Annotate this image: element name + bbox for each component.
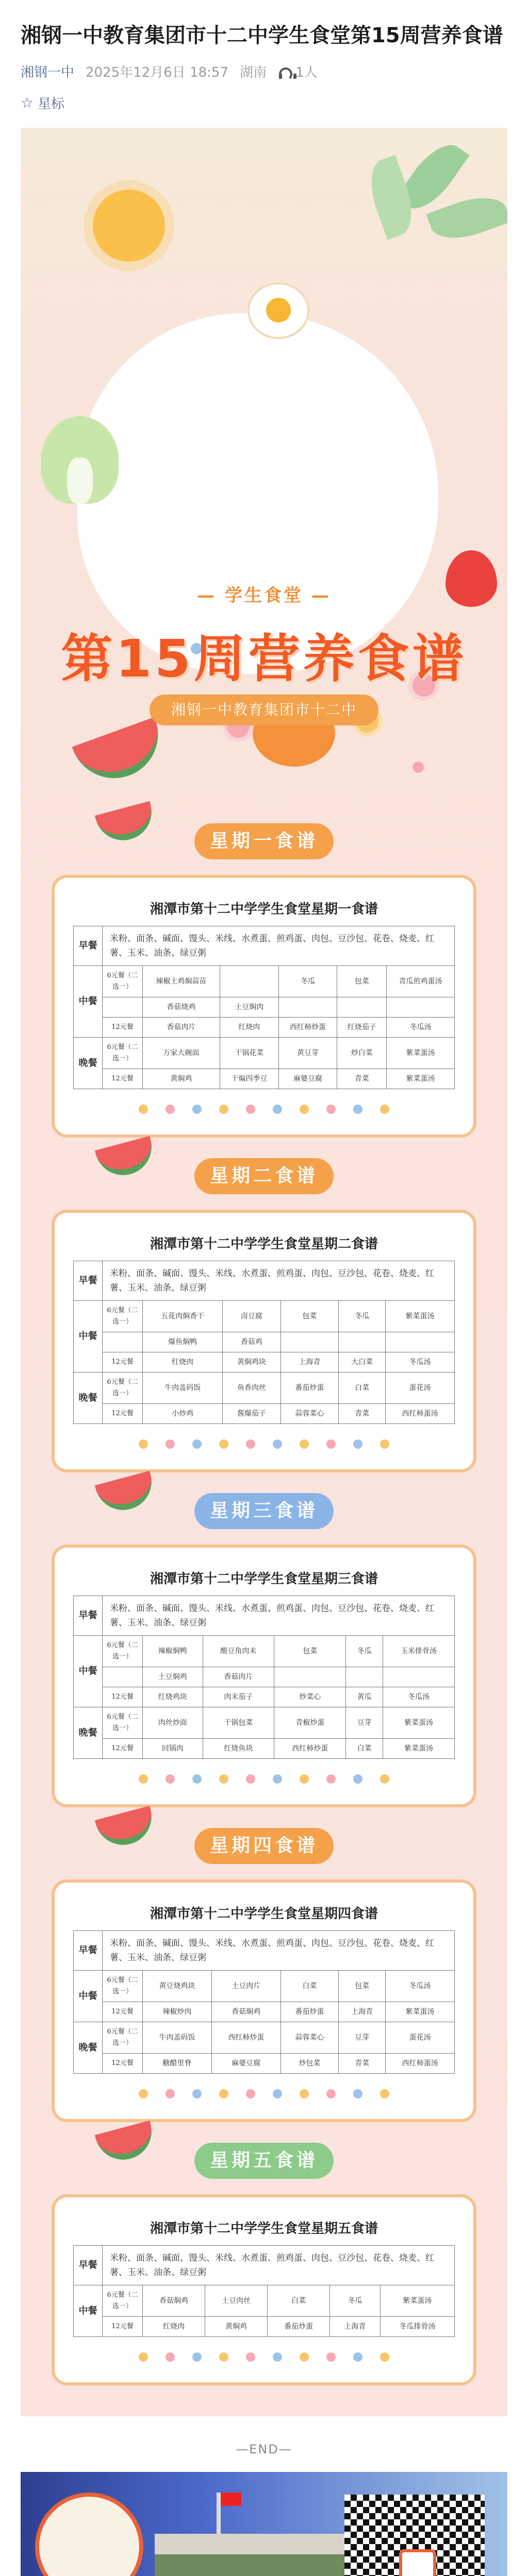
table-row (74, 1971, 455, 2002)
dish-cell: 麻婆豆腐 (211, 2054, 280, 2074)
dish-cell: 豆芽 (339, 2022, 386, 2054)
breakfast-items: 米粉、面条、碱面、馒头、米线、水煮蛋、煎鸡蛋、肉包、豆沙包、花卷、烧麦、红薯、玉米、油条、绿豆粥 (103, 2246, 455, 2285)
dish-cell: 鱼香肉丝 (223, 1372, 280, 1404)
article-header (0, 0, 528, 123)
menu-card (52, 875, 476, 1138)
price-cell: 12元餐 (103, 1069, 143, 1089)
day-pill: 星期一食谱 (194, 823, 334, 859)
flower-icon (219, 1105, 228, 1114)
flower-icon (219, 1774, 228, 1784)
dish-cell: 回锅肉 (143, 1739, 203, 1759)
flower-icon (139, 1774, 148, 1784)
price-cell: 12元餐 (103, 2054, 143, 2074)
dish-cell: 冬瓜汤 (386, 1352, 455, 1372)
dish-cell (346, 1667, 383, 1687)
dish-cell: 包菜 (280, 1301, 338, 1332)
menu-table (73, 1596, 455, 1759)
dish-cell: 蛋花汤 (386, 1372, 455, 1404)
dish-cell: 冬瓜排骨汤 (380, 2317, 454, 2337)
flower-icon (166, 1439, 175, 1449)
price-cell (103, 1332, 143, 1352)
meal-label: 早餐 (74, 926, 103, 966)
meal-label: 早餐 (74, 1596, 103, 1636)
meal-label: 中餐 (74, 1971, 103, 2022)
price-cell: 12元餐 (103, 2317, 143, 2337)
dish-cell: 紫菜蛋汤 (380, 2285, 454, 2317)
star-label: 星标 (38, 96, 65, 112)
dish-cell: 香菇肉片 (203, 1667, 274, 1687)
dish-cell: 辣椒炒肉 (143, 2002, 212, 2022)
flower-icon (139, 1105, 148, 1114)
price-cell: 12元餐 (103, 1739, 143, 1759)
table-row (74, 1038, 455, 1069)
dish-cell: 炒菜心 (274, 1687, 346, 1707)
price-cell: 6元餐（二选一） (103, 966, 143, 997)
price-cell: 6元餐（二选一） (103, 1636, 143, 1667)
dish-cell: 红烧鱼块 (203, 1739, 274, 1759)
dish-cell: 紫菜蛋汤 (386, 2002, 455, 2022)
meal-label: 晚餐 (74, 2022, 103, 2074)
dish-cell: 干锅包菜 (203, 1707, 274, 1739)
day-pill: 星期五食谱 (194, 2143, 334, 2179)
flower-icon (300, 1774, 309, 1784)
menu-table (73, 2245, 455, 2337)
dish-cell: 黄豆烧鸡块 (143, 1971, 212, 2002)
flower-icon (380, 1439, 389, 1449)
watermelon-icon (95, 1471, 158, 1516)
dish-cell: 黄焖鸡 (205, 2317, 267, 2337)
flower-decor-row (73, 2352, 455, 2362)
menu-table (73, 1930, 455, 2074)
table-row (74, 1596, 455, 1636)
flower-icon (273, 1439, 282, 1449)
dish-cell (383, 1667, 455, 1687)
dish-cell: 五花肉焖香干 (143, 1301, 223, 1332)
dish-cell: 万家大碗面 (143, 1038, 220, 1069)
dish-cell: 辣椒土鸡焖蒜苗 (143, 966, 220, 997)
dish-cell: 上海青 (280, 1352, 338, 1372)
table-row (74, 926, 455, 966)
watermelon-icon (95, 2121, 158, 2166)
flower-icon (192, 1439, 202, 1449)
dish-cell: 肉末茄子 (203, 1687, 274, 1707)
day-section (21, 803, 507, 1138)
article-title: 湘钢一中教育集团市十二中学生食堂第15周营养食谱 (21, 24, 503, 47)
dish-cell: 黄焖鸡 (143, 1069, 220, 1089)
flower-icon (246, 1105, 255, 1114)
flower-icon (273, 2352, 282, 2362)
flower-icon (246, 2089, 255, 2098)
menu-card (52, 2194, 476, 2385)
day-pill: 星期二食谱 (194, 1158, 334, 1194)
flower-icon (192, 1774, 202, 1784)
dish-cell: 番茄炒蛋 (280, 2002, 338, 2022)
dish-cell: 牛肉盖码饭 (143, 2022, 212, 2054)
publish-location: 湖南 (240, 65, 267, 80)
dish-cell: 包菜 (274, 1636, 346, 1667)
price-cell: 6元餐（二选一） (103, 1707, 143, 1739)
dish-cell: 冬瓜汤 (386, 1971, 455, 2002)
menu-title: 湘潭市第十二中学学生食堂星期三食谱 (150, 1571, 378, 1587)
flower-icon (300, 2352, 309, 2362)
dish-cell: 牛肉盖码饭 (143, 1372, 223, 1404)
dish-cell: 番茄炒蛋 (267, 2317, 329, 2337)
dish-cell: 香菇焖鸡 (143, 2285, 205, 2317)
dish-cell (386, 1332, 455, 1352)
meal-label: 中餐 (74, 1301, 103, 1372)
watermelon-icon (95, 1136, 158, 1181)
flower-icon (273, 1105, 282, 1114)
menu-table (73, 1261, 455, 1424)
price-cell (103, 1667, 143, 1687)
dish-cell: 爆鱼焖鸭 (143, 1332, 223, 1352)
dish-cell: 蛋花汤 (386, 2022, 455, 2054)
price-cell: 12元餐 (103, 2002, 143, 2022)
day-pill-wrap (21, 813, 507, 870)
dish-cell: 蒜蓉菜心 (280, 1404, 338, 1424)
dish-cell: 白菜 (339, 1372, 386, 1404)
dish-cell (339, 1332, 386, 1352)
dish-cell: 番茄炒蛋 (280, 1372, 338, 1404)
article-meta (21, 62, 507, 81)
dish-cell: 红烧肉 (220, 1018, 278, 1038)
flower-icon (353, 2352, 362, 2362)
dish-cell: 香菇烧鸡 (143, 997, 220, 1018)
table-row (74, 1018, 455, 1038)
dish-cell: 冬瓜 (339, 1301, 386, 1332)
menu-card (52, 1210, 476, 1472)
hero-ribbon: 湘钢一中教育集团市十二中 (150, 694, 378, 725)
flower-decor-row (73, 1774, 455, 1784)
table-row (74, 2022, 455, 2054)
breakfast-items: 米粉、面条、碱面、馒头、米线、水煮蛋、煎鸡蛋、肉包、豆沙包、花卷、烧麦、红薯、玉米、油条、绿豆粥 (103, 1596, 455, 1636)
table-row (74, 1707, 455, 1739)
dish-cell: 西红柿炒蛋 (274, 1739, 346, 1759)
price-cell: 12元餐 (103, 1687, 143, 1707)
table-row (74, 1332, 455, 1352)
flower-icon (353, 1105, 362, 1114)
flower-icon (139, 2352, 148, 2362)
dish-cell: 冬瓜 (346, 1636, 383, 1667)
flower-icon (246, 1439, 255, 1449)
end-mark: —END— (236, 2442, 292, 2456)
flower-decor-row (73, 2089, 455, 2098)
dish-cell: 香菇焖鸡 (211, 2002, 280, 2022)
dish-cell: 香菇肉片 (143, 1018, 220, 1038)
table-row (74, 2002, 455, 2022)
price-cell: 12元餐 (103, 1018, 143, 1038)
star-button[interactable] (21, 93, 507, 112)
table-row (74, 1301, 455, 1332)
day-section (21, 2122, 507, 2385)
dish-cell: 黄焖鸡块 (223, 1352, 280, 1372)
day-pill: 星期三食谱 (194, 1493, 334, 1529)
day-pill-wrap (21, 2132, 507, 2189)
flower-icon (273, 1774, 282, 1784)
meal-label: 晚餐 (74, 1372, 103, 1424)
dish-cell: 包菜 (337, 966, 387, 997)
dish-cell: 紫菜蛋汤 (383, 1707, 455, 1739)
dish-cell: 糖醋里脊 (143, 2054, 212, 2074)
menu-title: 湘潭市第十二中学学生食堂星期一食谱 (150, 902, 378, 917)
price-cell: 12元餐 (103, 1352, 143, 1372)
table-row (74, 1667, 455, 1687)
table-row (74, 2285, 455, 2317)
leaf-illustration (426, 188, 507, 248)
flower-icon (246, 1774, 255, 1784)
breakfast-items: 米粉、面条、碱面、馒头、米线、水煮蛋、煎鸡蛋、肉包、豆沙包、花卷、烧麦、红薯、玉米、油条、绿豆粥 (103, 1261, 455, 1301)
flower-icon (219, 2352, 228, 2362)
table-row (74, 1931, 455, 1971)
menu-title: 湘潭市第十二中学学生食堂星期五食谱 (150, 2221, 378, 2236)
table-row (74, 1261, 455, 1301)
dish-cell: 红烧鸡块 (143, 1687, 203, 1707)
flower-icon (192, 2089, 202, 2098)
table-row (74, 1404, 455, 1424)
flower-icon (300, 1439, 309, 1449)
flower-icon (380, 1774, 389, 1784)
meal-label: 早餐 (74, 1931, 103, 1971)
meal-label: 晚餐 (74, 1038, 103, 1089)
qr-code[interactable] (344, 2495, 485, 2576)
dish-cell: 紫菜蛋汤 (387, 1069, 455, 1089)
meal-label: 早餐 (74, 1261, 103, 1301)
dish-cell: 土豆肉片 (211, 1971, 280, 2002)
flower-icon (219, 1439, 228, 1449)
flower-icon (326, 1105, 336, 1114)
flower-icon (326, 2352, 336, 2362)
dish-cell (274, 1667, 346, 1687)
author-link[interactable]: 湘钢一中 (21, 65, 75, 80)
menu-poster (21, 128, 507, 2416)
dish-cell: 豆芽 (346, 1707, 383, 1739)
menu-card (52, 1879, 476, 2122)
dish-cell: 红烧肉 (143, 1352, 223, 1372)
table-row (74, 1069, 455, 1089)
meal-label: 中餐 (74, 2285, 103, 2337)
day-pill-wrap (21, 1483, 507, 1539)
dish-cell: 玉米排骨汤 (383, 1636, 455, 1667)
dish-cell: 紫菜蛋汤 (383, 1739, 455, 1759)
flower-icon (192, 1105, 202, 1114)
dish-cell: 西红柿炒蛋 (211, 2022, 280, 2054)
flower-icon (246, 2352, 255, 2362)
flower-decor-row (73, 1105, 455, 1114)
dish-cell: 黄瓜 (346, 1687, 383, 1707)
table-row (74, 1687, 455, 1707)
sun-illustration (93, 190, 165, 262)
price-cell: 6元餐（二选一） (103, 2022, 143, 2054)
dish-cell: 红烧茄子 (337, 1018, 387, 1038)
dish-cell: 上海青 (329, 2317, 380, 2337)
flower-icon (139, 2089, 148, 2098)
day-pill-wrap (21, 1818, 507, 1874)
hero-subtitle: — 学生食堂 — (197, 585, 331, 606)
dish-cell: 土豆肉丝 (205, 2285, 267, 2317)
watermelon-illustration (72, 717, 171, 791)
price-cell: 6元餐（二选一） (103, 1301, 143, 1332)
days-container (21, 803, 507, 2385)
dish-cell: 紫菜蛋汤 (386, 1301, 455, 1332)
school-gate-photo (155, 2534, 345, 2576)
breakfast-items: 米粉、面条、碱面、馒头、米线、水煮蛋、煎鸡蛋、肉包、豆沙包、花卷、烧麦、红薯、玉米、油条、绿豆粥 (103, 926, 455, 966)
dish-cell: 白菜 (280, 1971, 338, 2002)
dish-cell: 白菜 (267, 2285, 329, 2317)
dish-cell: 大白菜 (339, 1352, 386, 1372)
flower-icon (353, 1439, 362, 1449)
flower-icon (353, 2089, 362, 2098)
menu-card (52, 1545, 476, 1807)
day-section (21, 1472, 507, 1807)
dish-cell: 炒包菜 (280, 2054, 338, 2074)
flower-icon (192, 2352, 202, 2362)
table-row (74, 997, 455, 1018)
dish-cell: 上海青 (339, 2002, 386, 2022)
table-row (74, 966, 455, 997)
price-cell: 12元餐 (103, 1404, 143, 1424)
dish-cell: 西红柿蛋汤 (386, 2054, 455, 2074)
dish-cell: 土豆焖肉 (220, 997, 278, 1018)
dish-cell: 炒白菜 (337, 1038, 387, 1069)
dish-cell: 西红柿蛋汤 (386, 1404, 455, 1424)
cabbage-illustration (41, 416, 119, 504)
listen-button[interactable] (278, 62, 318, 81)
price-cell: 6元餐（二选一） (103, 2285, 143, 2317)
flower-decor-row (73, 1439, 455, 1449)
dish-cell: 青菜 (337, 1069, 387, 1089)
day-section (21, 1807, 507, 2122)
dish-cell: 青菜 (339, 2054, 386, 2074)
flower-icon (166, 1105, 175, 1114)
listener-count: 1人 (295, 65, 318, 80)
day-pill-wrap (21, 1148, 507, 1205)
dish-cell: 肉丝炒面 (143, 1707, 203, 1739)
dish-cell: 青椒炒蛋 (274, 1707, 346, 1739)
dish-cell (220, 966, 278, 997)
flower-icon (166, 2352, 175, 2362)
dish-cell: 酱爆茄子 (223, 1404, 280, 1424)
dish-cell: 冬瓜汤 (383, 1687, 455, 1707)
table-row (74, 2317, 455, 2337)
star-icon: ☆ (21, 94, 34, 111)
watermelon-icon (95, 1806, 158, 1851)
flower-icon (353, 1774, 362, 1784)
dish-cell: 青瓜煎鸡蛋汤 (387, 966, 455, 997)
hero-title: 第15周营养食谱 (61, 629, 467, 689)
dish-cell: 干煸四季豆 (220, 1069, 278, 1089)
table-row (74, 1352, 455, 1372)
dish-cell: 冬瓜 (329, 2285, 380, 2317)
dish-cell: 包菜 (339, 1971, 386, 2002)
dish-cell: 辣椒焖鸭 (143, 1636, 203, 1667)
price-cell: 6元餐（二选一） (103, 1971, 143, 2002)
dish-cell: 红烧肉 (143, 2317, 205, 2337)
flower-icon (166, 1774, 175, 1784)
flower-icon (380, 2089, 389, 2098)
table-row (74, 1739, 455, 1759)
meal-label: 中餐 (74, 1636, 103, 1707)
flower-icon (300, 1105, 309, 1114)
dish-cell: 小炒鸡 (143, 1404, 223, 1424)
flower-icon (139, 1439, 148, 1449)
price-cell: 6元餐（二选一） (103, 1372, 143, 1404)
dish-cell: 卤豆腐 (223, 1301, 280, 1332)
flower-icon (219, 2089, 228, 2098)
decor-dot (412, 761, 424, 773)
menu-title: 湘潭市第十二中学学生食堂星期二食谱 (150, 1236, 378, 1252)
flower-icon (380, 2352, 389, 2362)
dish-cell: 青菜 (339, 1404, 386, 1424)
article-footer (0, 2442, 528, 2576)
day-pill: 星期四食谱 (194, 1828, 334, 1864)
headphones-icon (278, 66, 291, 80)
breakfast-items: 米粉、面条、碱面、馒头、米线、水煮蛋、煎鸡蛋、肉包、豆沙包、花卷、烧麦、红薯、玉米、油条、绿豆粥 (103, 1931, 455, 1971)
flower-icon (166, 2089, 175, 2098)
flower-icon (273, 2089, 282, 2098)
price-cell: 6元餐（二选一） (103, 1038, 143, 1069)
fried-egg-illustration (248, 282, 309, 339)
flower-icon (326, 1774, 336, 1784)
meal-label: 早餐 (74, 2246, 103, 2285)
dish-cell: 冬瓜 (278, 966, 337, 997)
dish-cell: 冬瓜汤 (387, 1018, 455, 1038)
dish-cell: 西红柿炒蛋 (278, 1018, 337, 1038)
meal-label: 晚餐 (74, 1707, 103, 1759)
publish-date: 2025年12月6日 18:57 (86, 65, 229, 80)
flower-icon (326, 1439, 336, 1449)
dish-cell: 酸豆角肉末 (203, 1636, 274, 1667)
flower-icon (380, 1105, 389, 1114)
table-row (74, 2054, 455, 2074)
dish-cell: 麻婆豆腐 (278, 1069, 337, 1089)
dish-cell: 蒜蓉菜心 (280, 2022, 338, 2054)
menu-table (73, 926, 455, 1089)
meal-label: 中餐 (74, 966, 103, 1038)
day-section (21, 1138, 507, 1472)
table-row (74, 1372, 455, 1404)
dish-cell (280, 1332, 338, 1352)
dish-cell: 土豆焖鸡 (143, 1667, 203, 1687)
flower-icon (326, 2089, 336, 2098)
dish-cell (337, 997, 387, 1018)
flower-icon (300, 2089, 309, 2098)
dish-cell: 香菇鸡 (223, 1332, 280, 1352)
price-cell (103, 997, 143, 1018)
dish-cell (387, 997, 455, 1018)
dish-cell: 紫菜蛋汤 (387, 1038, 455, 1069)
table-row (74, 1636, 455, 1667)
poster-hero (21, 128, 507, 803)
menu-title: 湘潭市第十二中学学生食堂星期四食谱 (150, 1906, 378, 1922)
watermelon-icon (95, 801, 158, 846)
school-logo (35, 2493, 143, 2576)
table-row (74, 2246, 455, 2285)
dish-cell: 干锅花菜 (220, 1038, 278, 1069)
dish-cell: 黄豆芽 (278, 1038, 337, 1069)
school-banner (21, 2472, 507, 2576)
dish-cell (278, 997, 337, 1018)
dish-cell: 白菜 (346, 1739, 383, 1759)
